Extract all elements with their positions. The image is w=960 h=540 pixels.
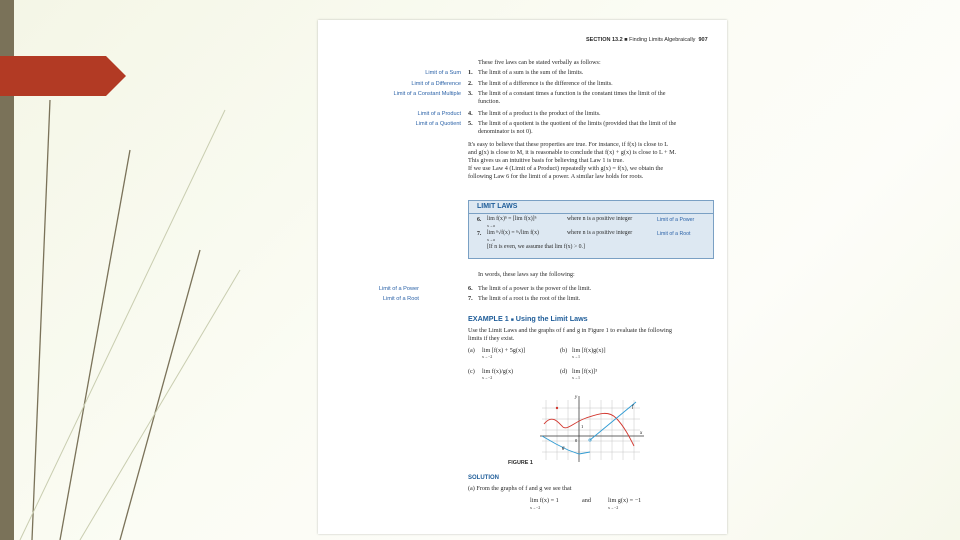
example-prompt: Use the Limit Laws and the graphs of f and g in Figure 1 to evaluate the following: [468, 327, 672, 334]
law6-condition: where n is a positive integer: [567, 216, 633, 222]
side-label-power: Limit of a Power: [378, 286, 419, 292]
paragraph-line: It's easy to believe that these properties are true. For instance, if f(x) is close to L: [468, 141, 669, 148]
part-expr: lim [f(x)]³: [572, 368, 598, 375]
label-origin: 0: [575, 438, 578, 443]
label-g: g: [562, 446, 565, 451]
law-text: The limit of a constant times a function is the constant times the limit of the: [478, 90, 666, 97]
part-label: (b): [560, 347, 568, 354]
point-f: [556, 407, 558, 409]
side-label-constant-multiple: Limit of a Constant Multiple: [393, 91, 461, 97]
law7-condition: where n is a positive integer: [567, 230, 633, 236]
paragraph-line: If we use Law 4 (Limit of a Product) repeatedly with g(x) = f(x), we obtain the: [468, 165, 664, 172]
page-number: 907: [698, 37, 708, 43]
paragraph-line: following Law 6 for the limit of a power. A similar law holds for roots.: [468, 173, 644, 180]
solution-subscript: x→−2: [608, 505, 619, 510]
law-text: The limit of a product is the product of the limits.: [478, 110, 601, 117]
section-number: SECTION 13.2: [586, 37, 623, 43]
figure-label: FIGURE 1: [508, 460, 533, 466]
words-intro: In words, these laws say the following:: [478, 271, 575, 278]
law-text: The limit of a root is the root of the limit.: [478, 295, 581, 302]
running-header: [586, 37, 708, 43]
part-subscript: x→−2: [482, 354, 493, 359]
part-label: (d): [560, 368, 568, 375]
solution-heading: SOLUTION: [468, 475, 499, 481]
curve-g-left: [542, 436, 590, 454]
law-text: The limit of a power is the power of the limit.: [478, 285, 592, 292]
red-arrow-banner: [0, 56, 126, 96]
side-label-difference: Limit of a Difference: [411, 81, 461, 87]
law7-side-label: Limit of a Root: [657, 231, 691, 237]
solution-eq2: lim g(x) = −1: [608, 497, 642, 504]
part-expr: lim [f(x) + 5g(x)]: [482, 347, 526, 354]
textbook-page: [318, 20, 727, 534]
law-number: 3.: [468, 90, 473, 97]
side-label-quotient: Limit of a Quotient: [415, 121, 461, 127]
label-y: y: [575, 395, 578, 400]
curve-g-right: [590, 402, 636, 440]
part-label: (a): [468, 347, 475, 354]
part-subscript: x→1: [572, 375, 580, 380]
example-number: EXAMPLE 1: [468, 314, 509, 323]
example-title: Using the Limit Laws: [515, 314, 588, 323]
side-label-root: Limit of a Root: [382, 296, 419, 302]
label-f: f: [632, 405, 634, 410]
intro-text: These five laws can be stated verbally as follows:: [478, 59, 601, 66]
solution-and: and: [582, 497, 591, 504]
part-subscript: x→−2: [482, 375, 493, 380]
paragraph-line: This gives us an intuitive basis for believing that Law 1 is true.: [468, 157, 624, 164]
part-subscript: x→1: [572, 354, 580, 359]
law-text: The limit of a difference is the difference of the limits.: [478, 80, 613, 87]
side-label-product: Limit of a Product: [417, 111, 461, 117]
part-label: (c): [468, 368, 475, 375]
paragraph-line: and g(x) is close to M, it is reasonable to conclude that f(x) + g(x) is close to L + M.: [468, 149, 677, 156]
law6-side-label: Limit of a Power: [657, 217, 695, 223]
label-one: 1: [581, 424, 584, 429]
example-square: ■: [510, 317, 514, 323]
solution-line: (a) From the graphs of f and g we see that: [468, 485, 572, 492]
solution-subscript: x→−2: [530, 505, 541, 510]
box-divider: [469, 213, 713, 214]
law-text-cont: denominator is not 0).: [478, 128, 533, 135]
law7-note: [If n is even, we assume that lim f(x) > 0.]: [487, 244, 585, 250]
part-expr: lim f(x)/g(x): [482, 368, 514, 375]
law-number: 7.: [468, 295, 473, 302]
law7-formula: lim ⁿ√f(x) = ⁿ√lim f(x): [487, 230, 539, 236]
running-title: Finding Limits Algebraically: [629, 37, 696, 43]
law6-subscript: x→a: [487, 223, 495, 228]
law6-number: 6.: [477, 217, 482, 223]
law-number: 4.: [468, 110, 473, 117]
law6-formula: lim f(x)ⁿ = [lim f(x)]ⁿ: [487, 216, 537, 222]
example-heading: [468, 314, 588, 323]
side-label-sum: Limit of a Sum: [425, 70, 461, 76]
law7-subscript: x→a: [487, 237, 495, 242]
law-text: The limit of a sum is the sum of the limits.: [478, 69, 584, 76]
limit-laws-box: [468, 200, 714, 259]
label-x: x: [640, 431, 643, 436]
limit-laws-title: LIMIT LAWS: [477, 203, 518, 210]
example-prompt: limits if they exist.: [468, 335, 515, 342]
header-bullet: ■: [624, 37, 628, 43]
solution-eq1: lim f(x) = 1: [530, 497, 559, 504]
law-number: 5.: [468, 120, 473, 127]
law-number: 1.: [468, 69, 473, 76]
figure-graph: [536, 392, 646, 464]
part-expr: lim [f(x)g(x)]: [572, 347, 606, 354]
law-number: 2.: [468, 80, 473, 87]
law7-number: 7.: [477, 231, 482, 237]
law-text-cont: function.: [478, 98, 501, 105]
law-text: The limit of a quotient is the quotient of the limits (provided that the limit of the: [478, 120, 677, 127]
law-number: 6.: [468, 285, 473, 292]
